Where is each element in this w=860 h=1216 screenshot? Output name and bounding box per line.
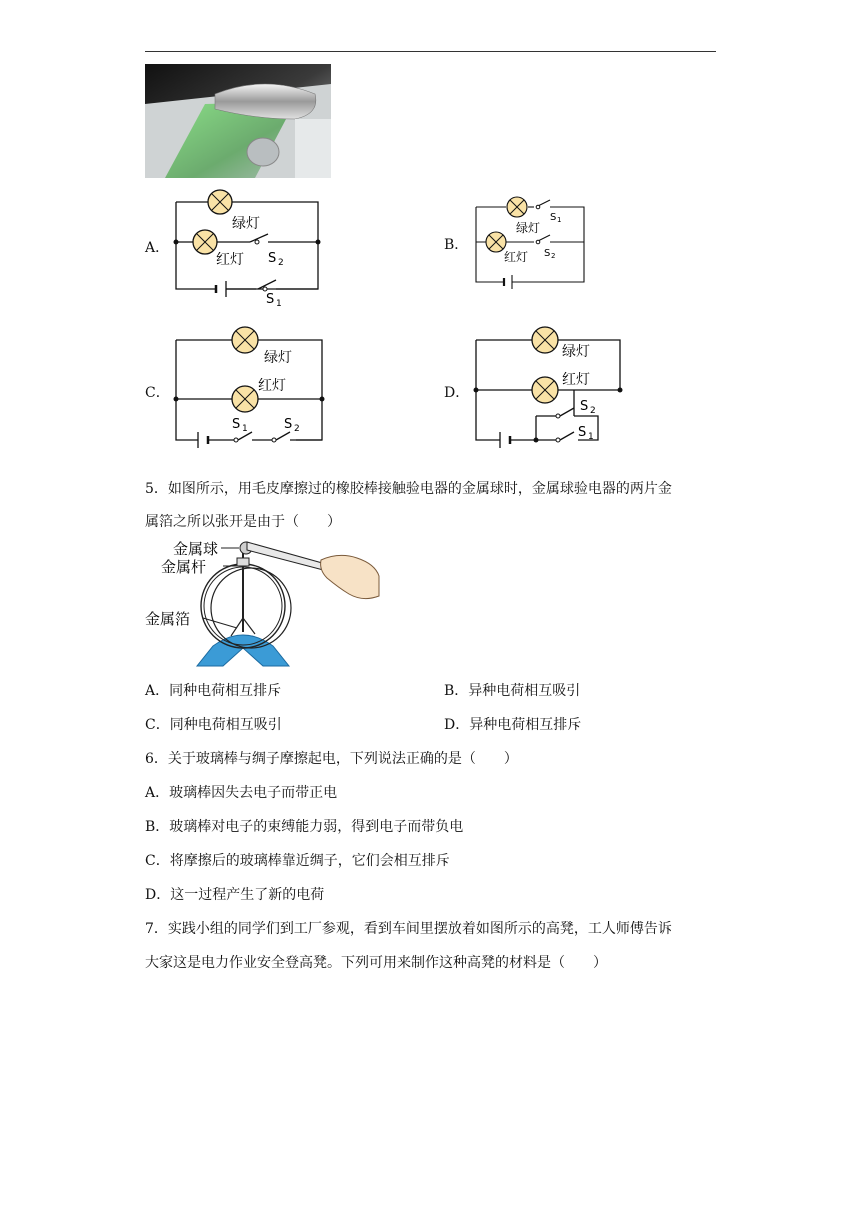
q6-option-a: A．玻璃棒因失去电子而带正电 (145, 785, 338, 801)
q5-stem-line1: 5．如图所示，用毛皮摩擦过的橡胶棒接触验电器的金属球时，金属球验电器的两片金 (145, 481, 672, 497)
green-lamp-label: 绿灯 (232, 216, 260, 232)
switch-s2-sub: 2 (590, 406, 596, 416)
label-metal-ball: 金属球 (173, 540, 219, 558)
green-lamp-label: 绿灯 (264, 350, 292, 366)
q7-stem-line1: 7．实践小组的同学们到工厂参观，看到车间里摆放着如图所示的高凳，工人师傅告诉 (145, 921, 672, 937)
red-lamp-label: 红灯 (216, 252, 244, 268)
circuit-diagram-a (168, 182, 328, 307)
switch-s2-sub: 2 (278, 258, 284, 268)
red-lamp-icon (532, 377, 558, 403)
q6-option-b: B．玻璃棒对电子的束缚能力弱，得到电子而带负电 (145, 819, 464, 835)
q5-stem-line2: 属箔之所以张开是由于（ ） (145, 514, 341, 530)
label-metal-rod: 金属杆 (161, 558, 207, 576)
q5-option-c: C．同种电荷相互吸引 (145, 717, 282, 733)
switch-s1-label: S (550, 212, 557, 223)
circuit-diagram-c (168, 322, 328, 450)
faucet-photo (145, 64, 331, 178)
switch-s1-sub: 1 (276, 299, 282, 307)
q5-option-b: B．异种电荷相互吸引 (444, 683, 581, 699)
green-lamp-label: 绿灯 (516, 221, 541, 235)
circuit-diagram-d (470, 322, 630, 450)
red-lamp-label: 红灯 (258, 378, 286, 394)
switch-s2-sub: 2 (294, 424, 300, 434)
red-lamp-label: 红灯 (504, 250, 529, 264)
label-metal-foil: 金属箔 (145, 610, 191, 628)
q6-option-d: D．这一过程产生了新的电荷 (145, 887, 325, 903)
red-lamp-label: 红灯 (562, 372, 590, 388)
red-lamp-icon (486, 232, 506, 252)
switch-s1-label: S (232, 417, 241, 432)
switch-s2-sub: 2 (551, 252, 556, 260)
electroscope-figure (143, 536, 383, 672)
q5-option-d: D．异种电荷相互排斥 (444, 717, 582, 733)
green-lamp-icon (208, 190, 232, 214)
circuit-diagram-b (470, 192, 590, 296)
green-lamp-icon (532, 327, 558, 353)
switch-s2-label: S (544, 248, 551, 259)
green-lamp-icon (507, 197, 527, 217)
switch-s2-label: S (268, 251, 277, 266)
switch-s2-label: S (580, 399, 589, 414)
green-lamp-label: 绿灯 (562, 344, 590, 360)
switch-s1-sub: 1 (242, 424, 248, 434)
header-rule (145, 51, 716, 52)
q6-stem: 6．关于玻璃棒与绸子摩擦起电，下列说法正确的是（ ） (145, 751, 518, 767)
switch-s1-sub: 1 (588, 432, 594, 442)
red-lamp-icon (232, 386, 258, 412)
switch-s1-label: S (266, 292, 275, 307)
option-b-letter: B． (444, 237, 469, 253)
option-c-letter: C． (145, 385, 170, 401)
switch-s1-label: S (578, 425, 587, 440)
switch-s2-label: S (284, 417, 293, 432)
q7-stem-line2: 大家这是电力作业安全登高凳。下列可用来制作这种高凳的材料是（ ） (145, 955, 607, 971)
option-a-letter: A． (145, 240, 170, 256)
red-lamp-icon (193, 230, 217, 254)
green-lamp-icon (232, 327, 258, 353)
q6-option-c: C．将摩擦后的玻璃棒靠近绸子，它们会相互排斥 (145, 853, 450, 869)
option-d-letter: D． (444, 385, 470, 401)
q5-option-a: A．同种电荷相互排斥 (145, 683, 282, 699)
switch-s1-sub: 1 (557, 216, 562, 224)
